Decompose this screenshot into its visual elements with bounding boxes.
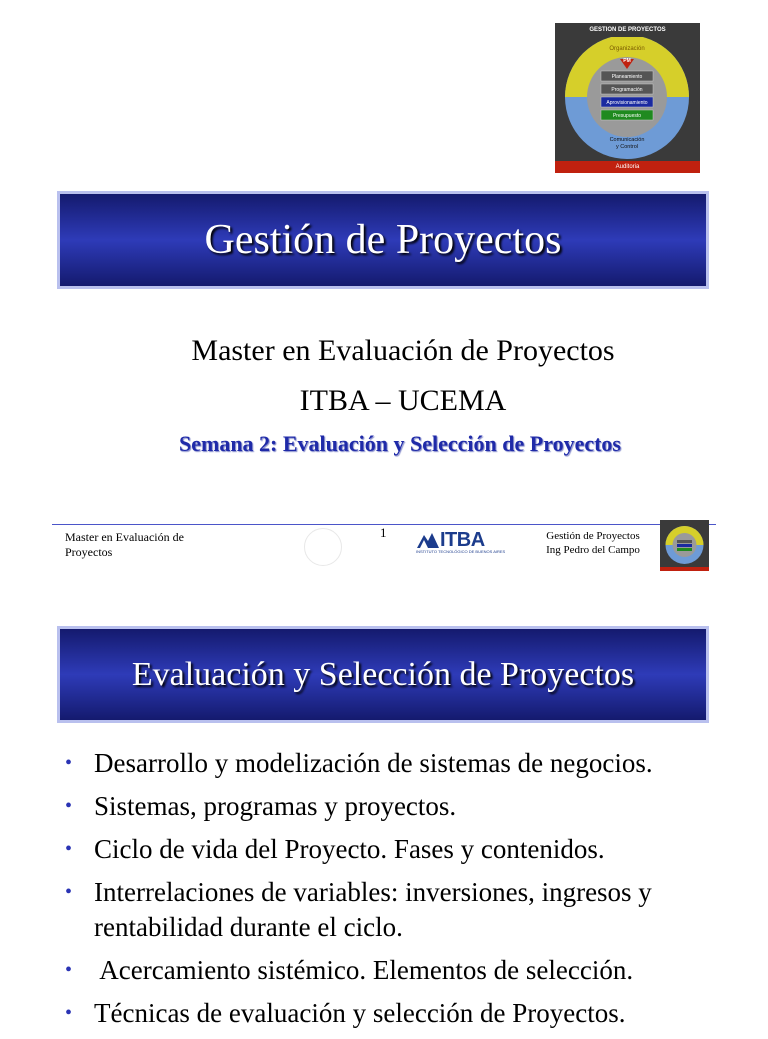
itba-logo bbox=[416, 529, 506, 557]
logo-bar-2: Programación bbox=[611, 87, 643, 93]
slide1-subtitle-semana: Semana 2: Evaluación y Selección de Proyectos bbox=[179, 431, 621, 456]
logo-bar-3: Aprovisionamiento bbox=[606, 100, 648, 106]
bullet-text: Ciclo de vida del Proyecto. Fases y contenidos. bbox=[94, 834, 605, 864]
footer-mini-logo bbox=[660, 520, 709, 571]
bullet-icon: • bbox=[65, 752, 73, 774]
list-item bbox=[65, 746, 755, 781]
footer-left-line1: Master en Evaluación de bbox=[65, 530, 184, 544]
footer-right bbox=[540, 529, 646, 557]
itba-emblem-icon bbox=[416, 531, 440, 549]
gestion-proyectos-logo bbox=[555, 23, 700, 173]
list-item bbox=[65, 789, 755, 824]
bullet-icon: • bbox=[65, 795, 73, 817]
itba-subtext: INSTITUTO TECNOLÓGICO DE BUENOS AIRES bbox=[416, 549, 506, 554]
page-number: 1 bbox=[380, 525, 387, 540]
logo-ring-bottom-1: Comunicación bbox=[609, 137, 645, 143]
footer-right-line2: Ing Pedro del Campo bbox=[546, 544, 640, 556]
mini-logo-graphic bbox=[660, 520, 709, 571]
slide2-title: Evaluación y Selección de Proyectos bbox=[57, 626, 709, 723]
slide1-subtitle-master: Master en Evaluación de Proyectos bbox=[191, 334, 615, 367]
bullet-icon: • bbox=[65, 838, 73, 860]
bullet-text: Acercamiento sistémico. Elementos de selección. bbox=[94, 955, 634, 985]
bullet-icon: • bbox=[65, 1002, 73, 1024]
bullet-icon: • bbox=[65, 881, 73, 903]
logo-ring-bottom-2: y Control bbox=[615, 144, 639, 150]
logo-bar-1: Planeamiento bbox=[611, 74, 643, 80]
logo-title: GESTION DE PROYECTOS bbox=[589, 27, 666, 33]
bullet-text: Desarrollo y modelización de sistemas de negocios. bbox=[94, 748, 653, 778]
itba-wordmark: ITBA bbox=[440, 529, 485, 551]
footer-right-line1: Gestión de Proyectos bbox=[546, 530, 640, 542]
logo-footer: Auditoria bbox=[555, 161, 700, 173]
list-item bbox=[65, 875, 755, 945]
list-item bbox=[65, 832, 755, 867]
footer-left-line2: Proyectos bbox=[65, 545, 113, 559]
logo-bar-4: Presupuesto bbox=[612, 113, 642, 119]
slide1-subtitle-itba: ITBA – UCEMA bbox=[299, 384, 507, 417]
list-item bbox=[65, 953, 755, 988]
logo-ring-top: Organización bbox=[609, 46, 645, 52]
bullet-icon: • bbox=[65, 959, 73, 981]
logo-ring-graphic bbox=[555, 37, 700, 161]
list-item bbox=[65, 996, 755, 1031]
slide2-bullet-list bbox=[65, 746, 755, 1039]
logo-pm-badge: PM bbox=[623, 58, 631, 64]
bullet-text: Interrelaciones de variables: inversiones, ingresos y rentabilidad durante el ciclo. bbox=[94, 877, 652, 942]
footer-circle-decoration bbox=[304, 528, 342, 566]
bullet-text: Sistemas, programas y proyectos. bbox=[94, 791, 457, 821]
footer-left bbox=[65, 530, 215, 560]
bullet-text: Técnicas de evaluación y selección de Proyectos. bbox=[94, 998, 626, 1028]
slide1-title: Gestión de Proyectos bbox=[57, 191, 709, 289]
